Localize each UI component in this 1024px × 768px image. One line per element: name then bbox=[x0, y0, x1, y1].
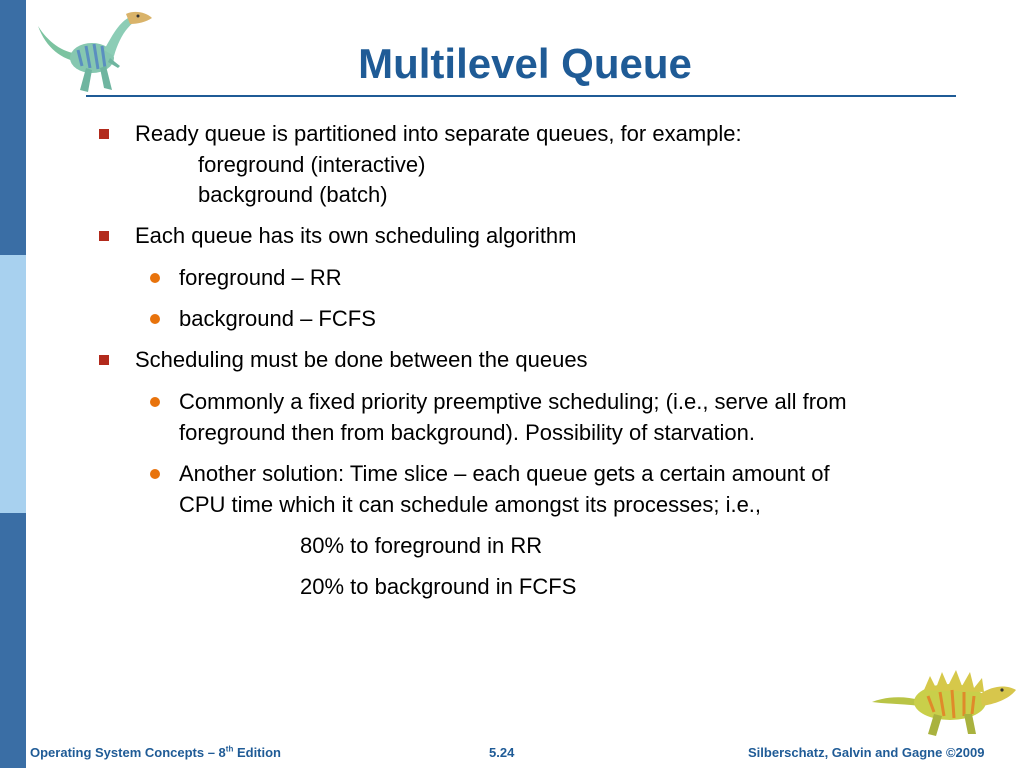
footer-book-title-prefix: Operating System Concepts – 8 bbox=[30, 745, 226, 760]
bullet-detail: 20% to background in FCFS bbox=[300, 574, 577, 599]
bullet-subtext: foreground – RR bbox=[179, 265, 342, 290]
dinosaur-icon bbox=[868, 656, 1018, 738]
dot-bullet bbox=[150, 273, 160, 283]
square-bullet bbox=[99, 355, 109, 365]
dot-bullet bbox=[150, 314, 160, 324]
dot-bullet bbox=[150, 397, 160, 407]
bullet-subtext: foreground then from background). Possibility of starvation. bbox=[179, 420, 755, 445]
bullet-subtext: foreground (interactive) bbox=[198, 152, 426, 177]
square-bullet bbox=[99, 129, 109, 139]
footer-page-number: 5.24 bbox=[489, 745, 515, 760]
bullet-subtext: CPU time which it can schedule amongst its processes; i.e., bbox=[179, 492, 762, 517]
dot-bullet bbox=[150, 469, 160, 479]
bullet-subtext: background (batch) bbox=[198, 182, 388, 207]
bullet-text: Each queue has its own scheduling algorithm bbox=[135, 223, 577, 248]
bullet-subtext: Another solution: Time slice – each queue gets a certain amount of bbox=[179, 461, 830, 486]
footer-book-title bbox=[30, 744, 281, 762]
bullet-detail: 80% to foreground in RR bbox=[300, 533, 543, 558]
bullet-subtext: background – FCFS bbox=[179, 306, 376, 331]
footer-edition-superscript: th bbox=[225, 744, 234, 754]
footer-copyright: Silberschatz, Galvin and Gagne ©2009 bbox=[748, 745, 985, 760]
footer-book-title-suffix: Edition bbox=[233, 745, 282, 760]
bullet-text: Ready queue is partitioned into separate queues, for example: bbox=[135, 121, 742, 146]
bullet-subtext: Commonly a fixed priority preemptive scheduling; (i.e., serve all from bbox=[179, 389, 847, 414]
bullet-text: Scheduling must be done between the queues bbox=[135, 347, 588, 372]
square-bullet bbox=[99, 231, 109, 241]
slide-title: Multilevel Queue bbox=[358, 40, 692, 87]
